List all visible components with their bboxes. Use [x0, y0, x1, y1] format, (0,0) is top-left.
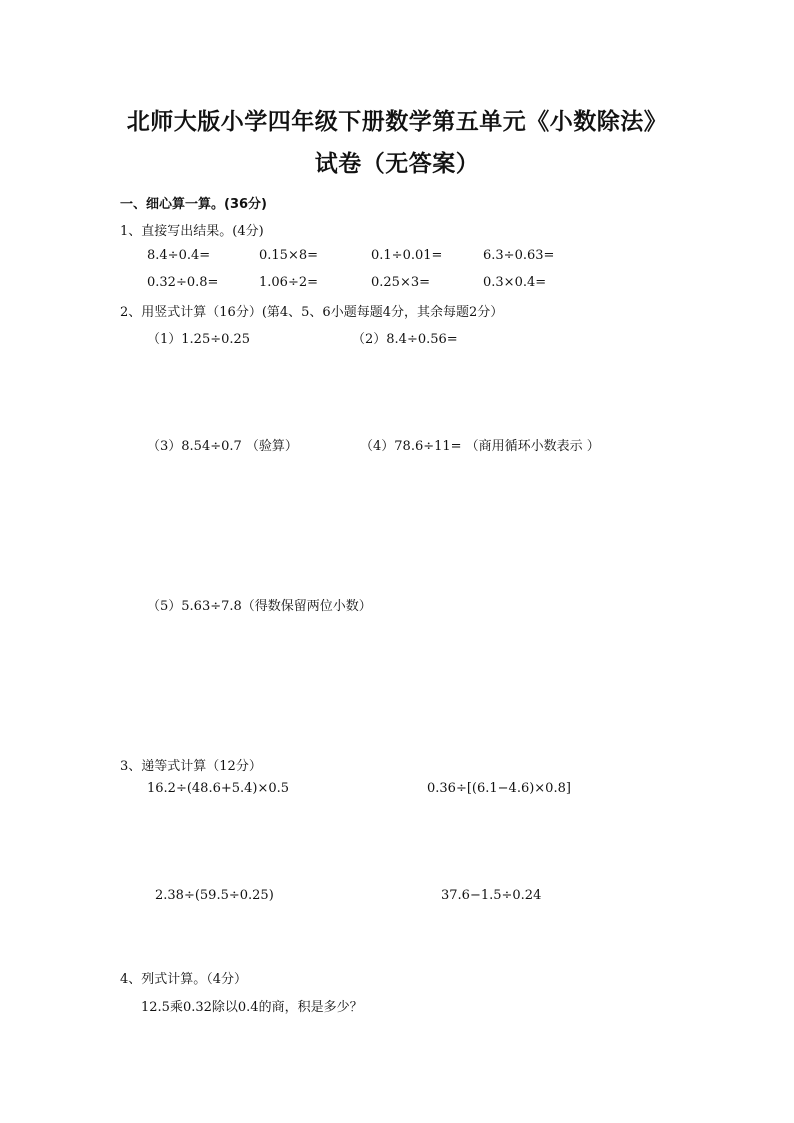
vertical-calc-item: （3）8.54÷0.7 （验算）	[147, 439, 298, 454]
oral-calc-item: 1.06÷2=	[259, 275, 319, 290]
question-4-heading: 4、列式计算。（4分）	[120, 972, 248, 987]
word-problem: 12.5乘0.32除以0.4的商，积是多少？	[141, 1000, 363, 1015]
section-heading: 一、细心算一算。(36分)	[120, 197, 267, 212]
vertical-calc-item: （1）1.25÷0.25	[147, 332, 251, 347]
question-3-heading: 3、递等式计算（12分）	[120, 759, 262, 774]
oral-calc-item: 8.4÷0.4=	[147, 248, 211, 263]
vertical-calc-item: （5）5.63÷7.8（得数保留两位小数）	[147, 599, 372, 614]
oral-calc-item: 0.15×8=	[259, 248, 319, 263]
oral-calc-item: 0.32÷0.8=	[147, 275, 219, 290]
oral-calc-item: 0.3×0.4=	[483, 275, 547, 290]
oral-calc-item: 0.25×3=	[371, 275, 431, 290]
page-subtitle: 试卷（无答案）	[314, 151, 480, 177]
oral-calc-item: 0.1÷0.01=	[371, 248, 443, 263]
vertical-calc-item: （4）78.6÷11= （商用循环小数表示 ）	[360, 439, 600, 454]
step-calc-item: 16.2÷(48.6+5.4)×0.5	[147, 781, 290, 796]
step-calc-item: 2.38÷(59.5÷0.25)	[155, 888, 274, 903]
step-calc-item: 37.6−1.5÷0.24	[441, 888, 542, 903]
vertical-calc-item: （2）8.4÷0.56=	[352, 332, 458, 347]
oral-calc-item: 6.3÷0.63=	[483, 248, 555, 263]
question-1-heading: 1、直接写出结果。(4分)	[120, 224, 264, 239]
page-title: 北师大版小学四年级下册数学第五单元《小数除法》	[126, 109, 668, 135]
step-calc-item: 0.36÷[(6.1−4.6)×0.8]	[427, 781, 571, 796]
question-2-heading: 2、用竖式计算（16分）(第4、5、6小题每题4分，其余每题2分）	[120, 305, 504, 320]
